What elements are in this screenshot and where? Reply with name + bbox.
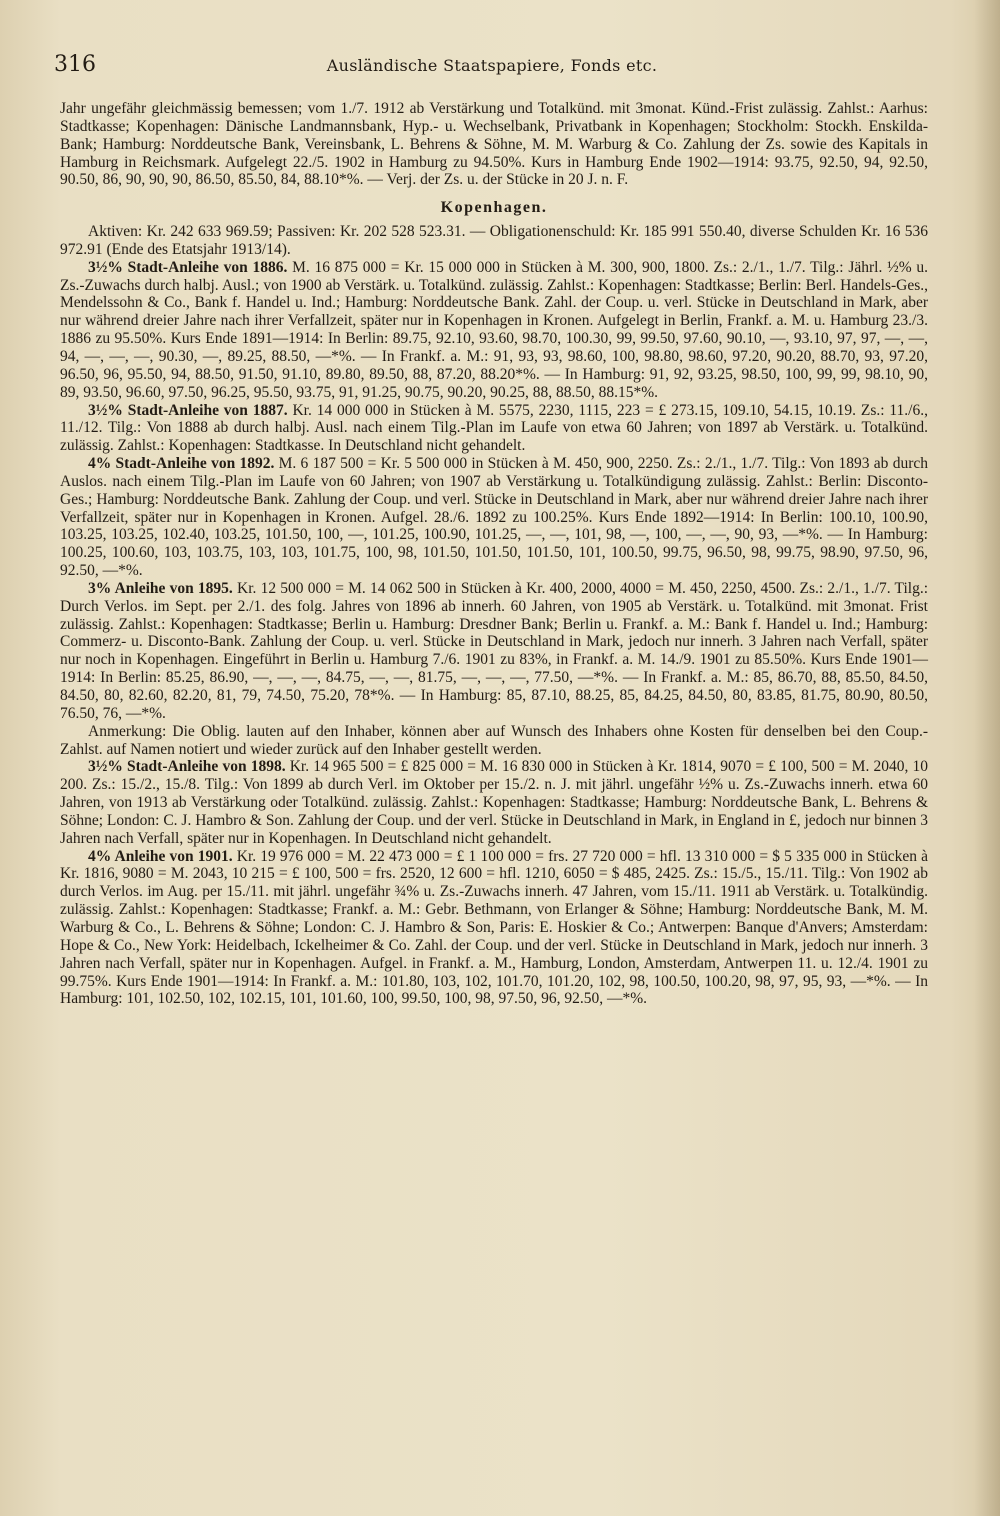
bond-entry — [60, 848, 928, 1009]
bond-entry — [60, 580, 928, 723]
bond-entry — [60, 758, 928, 847]
bond-entry — [60, 402, 928, 456]
bond-text: Kr. 19 976 000 = M. 22 473 000 = £ 1 100 000 = frs. 27 720 000 = hfl. 13 310 000 = $ 5 335 000 in Stücken à Kr. 1816, 9080 = M. 2043, 10 215 = £ 100, 500 = frs. 2520, 12 600 = hfl. 1210, 6050 = $ 485, 2425. Zs.: 15./5., 15./11. Tilg.: Von 1902 ab durch Verlos. im Aug. per 15./11. mit jährl. ungefähr ¾% u. Zs.-Zuwachs innerh. 47 Jahren, vom 15./11. 1911 ab Verstärk. u. Totalkündig. zulässig. Zahlst.: Kopenhagen: Stadtkasse; Frankf. a. M.: Gebr. Bethmann, von Erlanger & Söhne; Hamburg: Norddeutsche Bank, M. M. Warburg & Co., L. Behrens & Söhne; London: C. J. Hambro & Son, Paris: E. Hoskier & Co.; Antwerpen: Banque d'Anvers; Amsterdam: Hope & Co., New York: Heidelbach, Ickelheimer & Co. Zahl. der Coup. und der verl. Stücke in Deutschland in Mark, jedoch nur innerh. 3 Jahren nach Verfall, später nur in Kopenhagen. Aufgel. in Frankf. a. M., Hamburg, London, Amsterdam, Antwerpen 11. u. 12./4. 1901 zu 99.75%. Kurs Ende 1901—1914: In Frankf. a. M.: 101.80, 103, 102, 101.70, 101.20, 102, 98, 100.50, 100.20, 98, 97, 95, 93, —*%. — In Hamburg: 101, 102.50, 102, 102.15, 101, 101.60, 100, 99.50, 100, 98, 97.50, 96, 92.50, —*%. — [60, 847, 929, 1008]
running-title: Ausländische Staatspapiere, Fonds etc. — [326, 56, 658, 75]
bond-heading: 3% Anleihe von 1895. — [88, 579, 233, 597]
note-text: Anmerkung: Die Oblig. lauten auf den Inhaber, können aber auf Wunsch des Inhabers ohne Kosten für denselben bei den Coup.-Zahlst. auf Namen notiert und wieder zurück auf den Inhaber gestellt werden. — [60, 722, 928, 758]
document-body — [60, 100, 928, 1008]
bond-heading: 3½% Stadt-Anleihe von 1898. — [88, 758, 286, 776]
intro-paragraph: Jahr ungefähr gleichmässig bemessen; vom 1./7. 1912 ab Verstärkung und Totalkünd. mit 3monat. Künd.-Frist zulässig. Zahlst.: Aarhus: Stadtkasse; Kopenhagen: Dänische Landmannsbank, Hyp.- u. Wechselbank, Privatbank in Kopenhagen; Stockholm: Stockh. Enskilda-Bank; Hamburg: Norddeutsche Bank, Vereinsbank, L. Behrens & Söhne, M. M. Warburg & Co. Zahlung der Zs. sowie des Kapitals in Hamburg in Reichsmark. Aufgelegt 22./5. 1902 in Hamburg zu 94.50%. Kurs in Hamburg Ende 1902—1914: 93.75, 92.50, 94, 92.50, 90.50, 86, 90, 90, 90, 86.50, 85.50, 84, 88.10*%. — Verj. der Zs. u. der Stücke in 20 J. n. F. — [60, 100, 928, 189]
note-paragraph — [60, 723, 928, 759]
bond-entry — [60, 259, 928, 402]
bond-text: M. 6 187 500 = Kr. 5 500 000 in Stücken à M. 450, 900, 2250. Zs.: 2./1., 1./7. Tilg.: Von 1893 ab durch Auslos. nach einem Tilg.-Plan im Laufe von 60 Jahren; von 1907 ab Verstärkung u. Totalkündigung zulässig. Zahlst.: Berlin: Disconto-Ges.; Hamburg: Norddeutsche Bank. Zahlung der Coup. und verl. Stücke in Deutschland in Mark, aber nur während dreier Jahre nach ihrer Verfallzeit, später nur in Kopenhagen in Kronen. Aufgel. 28./6. 1892 zu 100.25%. Kurs Ende 1892—1914: In Berlin: 100.10, 100.90, 103.25, 103.25, 102.40, 103.25, 101.50, 100, —, 101.25, 100.90, 101.25, —, —, 101, 98, —, 100, —, —, 90, 93, —*%. — In Hamburg: 100.25, 100.60, 103, 103.75, 103, 103, 101.75, 100, 98, 101.50, 101.50, 101.50, 101, 100.50, 99.75, 96.50, 98, 99.75, 98.90, 97.50, 96, 92.50, —*%. — [60, 455, 928, 580]
page-number: 316 — [54, 52, 96, 77]
bond-heading: 4% Anleihe von 1901. — [88, 847, 233, 865]
bond-text: Kr. 14 965 500 = £ 825 000 = M. 16 830 000 in Stücken à Kr. 1814, 9070 = £ 100, 500 = M. 2040, 10 200. Zs.: 15./2., 15./8. Tilg.: Von 1899 ab durch Verl. im Oktober per 15./2. n. J. mit jährl. ungefähr ½% u. Zs.-Zuwachs innerh. etwa 60 Jahren, von 1913 ab Verstärkung oder Totalkünd. zulässig. Zahlst.: Kopenhagen: Stadtkasse; Hamburg: Norddeutsche Bank, L. Behrens & Söhne; London: C. J. Hambro & Son. Zahlung der Coup. und der verl. Stücke in Deutschland in Mark, in England in £, jedoch nur binnen 3 Jahren nach Verfall, später nur in Kopenhagen. In Deutschland nicht gehandelt. — [60, 758, 929, 847]
bond-text: Kr. 12 500 000 = M. 14 062 500 in Stücken à Kr. 400, 2000, 4000 = M. 450, 2250, 4500. Zs.: 2./1., 1./7. Tilg.: Durch Verlos. im Sept. per 2./1. des folg. Jahres von 1896 ab innerh. 60 Jahren, von 1905 ab Verstärk. u. Totalkünd. mit 3monat. Frist zulässig. Zahlst.: Kopenhagen: Stadtkasse; Berlin u. Hamburg: Dresdner Bank; Berlin u. Frankf. a. M.: Bank f. Handel u. Ind.; Hamburg: Commerz- u. Disconto-Bank. Zahlung der Coup. u. verl. Stücke in Deutschland in Mark, jedoch nur innerh. 3 Jahren nach Verfall, später nur noch in Kopenhagen. Eingeführt in Berlin u. Hamburg 7./6. 1901 zu 83%, in Frankf. a. M. 14./9. 1901 zu 85.50%. Kurs Ende 1901—1914: In Berlin: 85.25, 86.90, —, —, —, 84.75, —, —, 81.75, —, —, —, 77.50, —*%. — In Frankf. a. M.: 85, 86.70, 88, 85.50, 84.50, 84.50, 80, 82.60, 82.20, 81, 79, 74.50, 75.20, 78*%. — In Hamburg: 85, 87.10, 88.25, 85, 84.25, 84.50, 80, 83.85, 81.75, 80.90, 80.50, 76.50, 76, —*%. — [60, 579, 928, 722]
bond-heading: 3½% Stadt-Anleihe von 1887. — [88, 401, 288, 419]
bond-heading: 4% Stadt-Anleihe von 1892. — [88, 455, 275, 473]
section-balance: Aktiven: Kr. 242 633 969.59; Passiven: Kr. 202 528 523.31. — Obligationenschuld: Kr. 185 991 550.40, diverse Schulden Kr. 16 536 972.91 (Ende des Etatsjahr 1913/14). — [60, 223, 928, 258]
page-header — [52, 52, 932, 84]
bond-entry — [60, 455, 928, 580]
bond-heading: 3½% Stadt-Anleihe von 1886. — [88, 258, 288, 276]
section-title: Kopenhagen. — [440, 199, 548, 217]
bond-text: Kr. 14 000 000 in Stücken à M. 5575, 2230, 1115, 223 = £ 273.15, 109.10, 54.15, 10.19. Zs.: 11./6., 11./12. Tilg.: Von 1888 ab durch halbj. Ausl. nach einem Tilg.-Plan im Laufe von etwa 60 Jahren; von 1897 ab Verstärk. u. Totalkünd. zulässig. Zahlst.: Kopenhagen: Stadtkasse. In Deutschland nicht gehandelt. — [60, 401, 928, 455]
bond-text: M. 16 875 000 = Kr. 15 000 000 in Stücken à M. 300, 900, 1800. Zs.: 2./1., 1./7. Tilg.: Jährl. ½% u. Zs.-Zuwachs durch halbj. Ausl.; von 1900 ab Verstärk. u. Totalkünd. zulässig. Zahlst.: Kopenhagen: Stadtkasse; Berlin: Berl. Handels-Ges., Mendelssohn & Co., Bank f. Handel u. Ind.; Hamburg: Norddeutsche Bank. Zahl. der Coup. u. verl. Stücke in Deutschland in Mark, aber nur während dreier Jahre nach ihrer Verfallzeit, später nur in Kopenhagen in Kronen. Aufgelegt in Berlin, Frankf. a. M. u. Hamburg 23./3. 1886 zu 95.50%. Kurs Ende 1891—1914: In Berlin: 89.75, 92.10, 93.60, 98.70, 100.30, 99, 99.50, 97.60, 90.10, —, 93.10, 97, 97, —, —, 94, —, —, —, 90.30, —, 89.25, 88.50, —*%. — In Frankf. a. M.: 91, 93, 93, 98.60, 100, 98.80, 98.60, 97.20, 90.20, 88.70, 93, 97.20, 96.50, 96, 95.50, 94, 88.50, 91.50, 91.10, 89.80, 89.50, 88, 87.20, 88.20*%. — In Hamburg: 91, 92, 93.25, 98.50, 100, 99, 99, 98.10, 90, 89, 93.50, 96.60, 97.50, 96.25, 95.50, 93.75, 91, 91.25, 90.75, 90.20, 90.25, 88, 88.50, 88.15*%. — [60, 258, 928, 401]
